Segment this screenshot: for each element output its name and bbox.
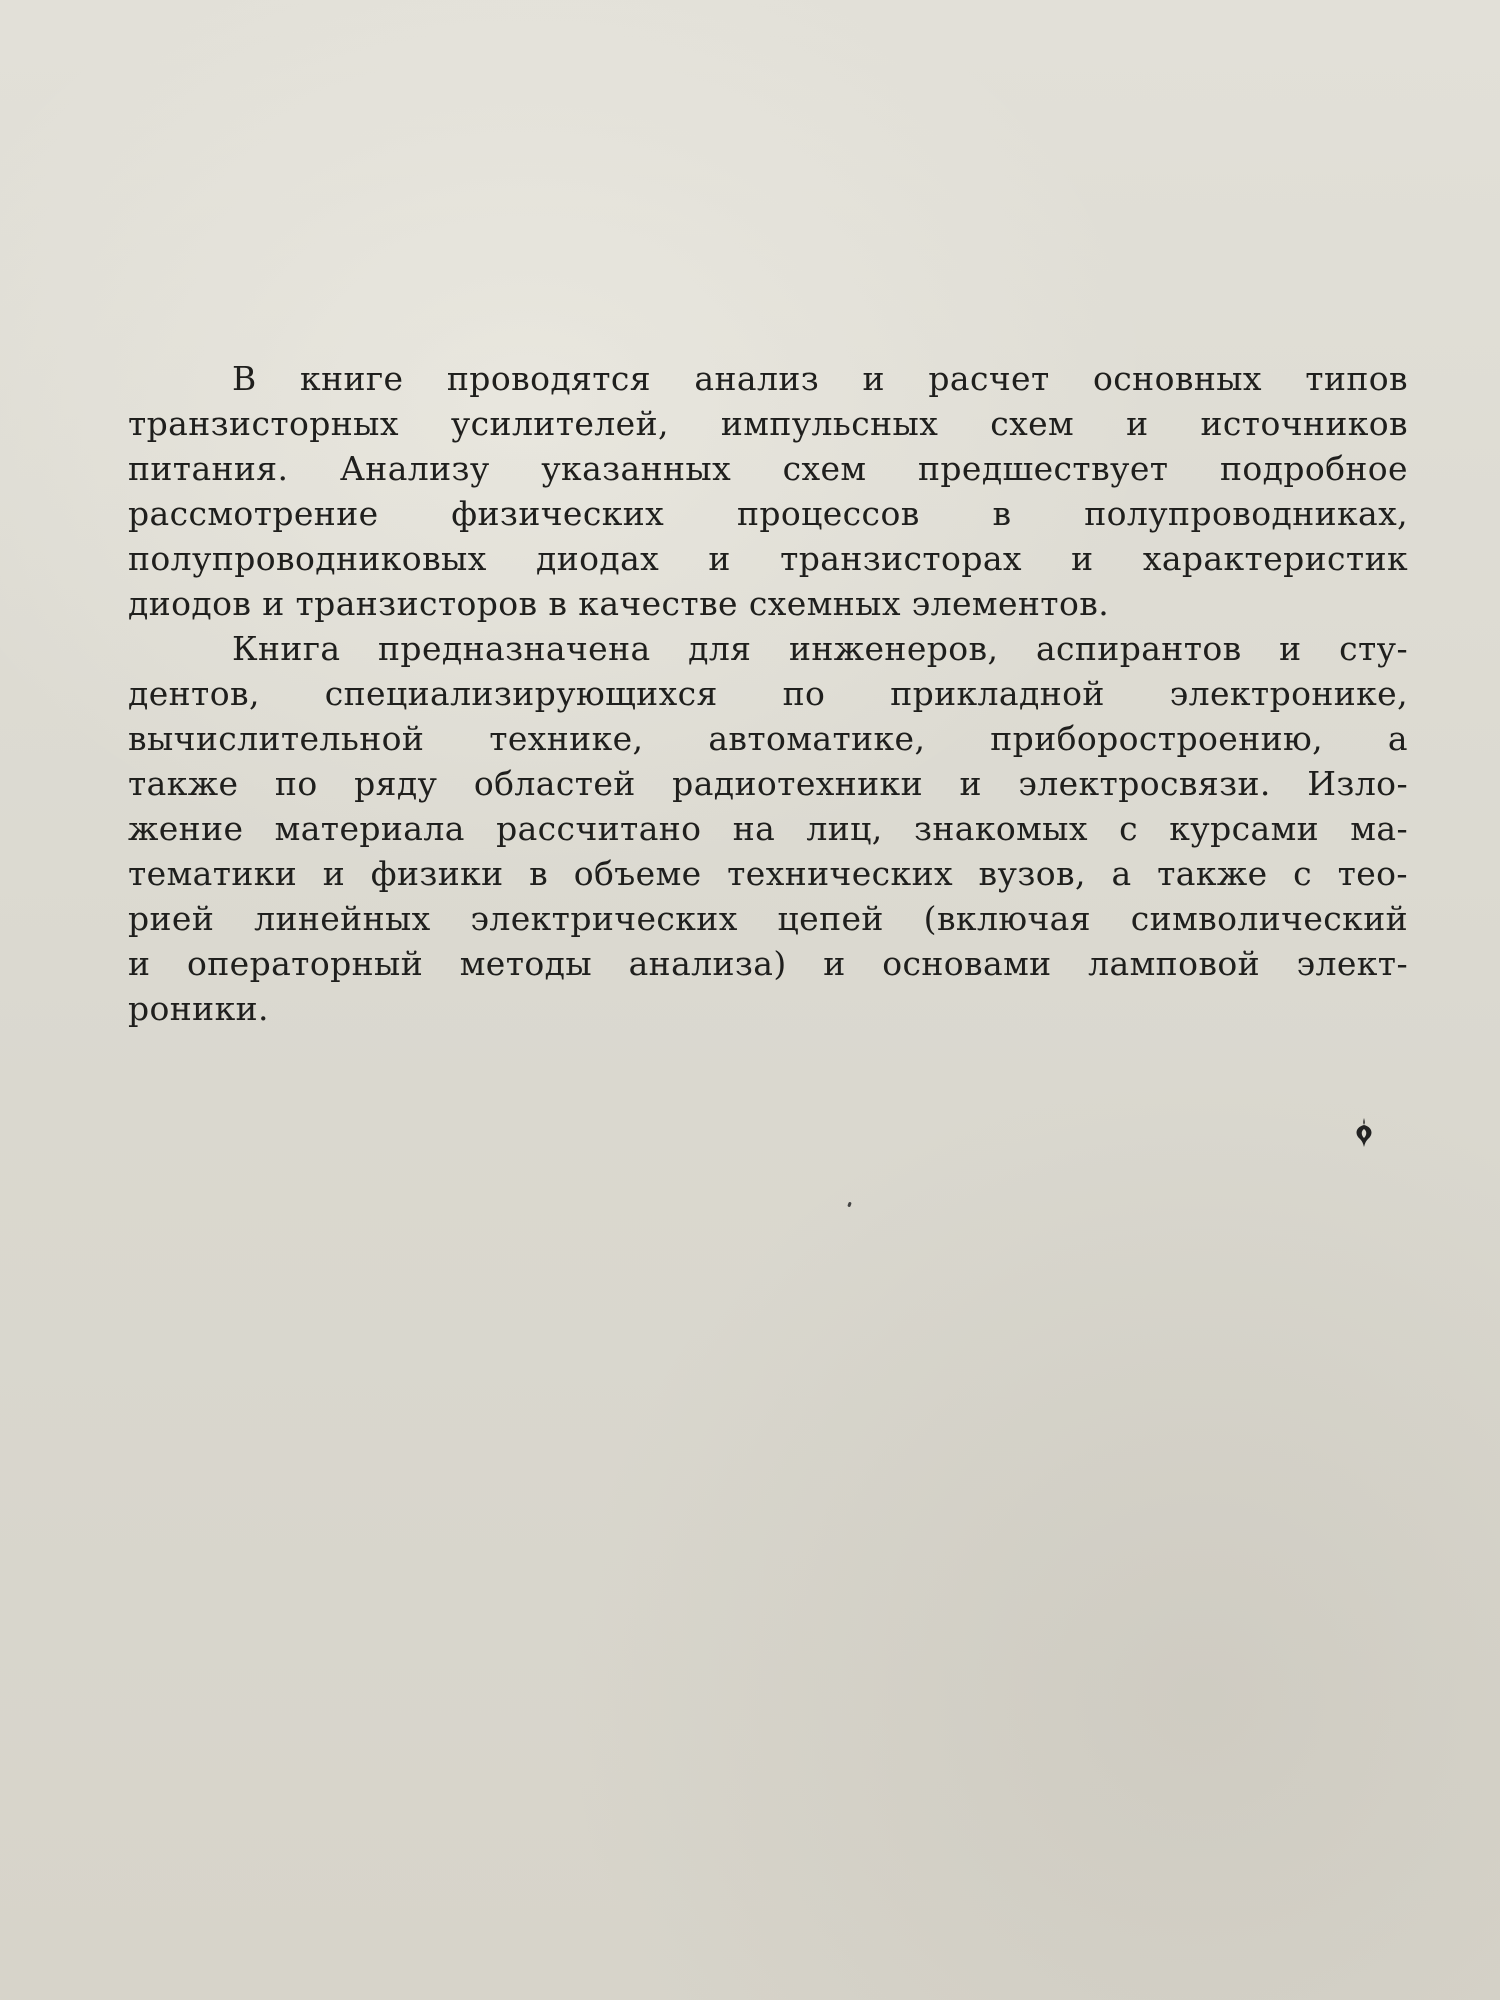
- fleuron-icon: [1352, 1116, 1376, 1150]
- paragraph-2-line-8: и операторный методы анализа) и основами ламповой элект-: [128, 944, 1408, 983]
- paragraph-2-line-5: жение материала рассчитано на лиц, знакомых с курсами ма-: [128, 809, 1408, 848]
- paragraph-1-line-1: В книге проводятся анализ и расчет основных типов: [232, 359, 1408, 398]
- paragraph-2-line-2: дентов, специализирующихся по прикладной электронике,: [128, 674, 1408, 713]
- paper-speck: [847, 1202, 852, 1208]
- paragraph-2-line-6: тематики и физики в объеме технических вузов, а также с тео-: [128, 854, 1408, 893]
- paragraph-1-line-6: диодов и транзисторов в качестве схемных элементов.: [128, 584, 1110, 623]
- paragraph-2-line-3: вычислительной технике, автоматике, приборостроению, а: [128, 719, 1408, 758]
- paragraph-1-line-4: рассмотрение физических процессов в полупроводниках,: [128, 494, 1408, 533]
- annotation-text: [128, 356, 1408, 1031]
- paragraph-1-line-3: питания. Анализу указанных схем предшествует подробное: [128, 449, 1408, 488]
- paragraph-2-line-7: рией линейных электрических цепей (включая символический: [128, 899, 1408, 938]
- paragraph-1-line-5: полупроводниковых диодах и транзисторах и характеристик: [128, 539, 1408, 578]
- paragraph-2-line-1: Книга предназначена для инженеров, аспирантов и сту-: [232, 629, 1408, 668]
- paragraph-1-line-2: транзисторных усилителей, импульсных схем и источников: [128, 404, 1408, 443]
- paragraph-2-line-4: также по ряду областей радиотехники и электросвязи. Изло-: [128, 764, 1408, 803]
- paragraph-2-line-9: роники.: [128, 989, 269, 1028]
